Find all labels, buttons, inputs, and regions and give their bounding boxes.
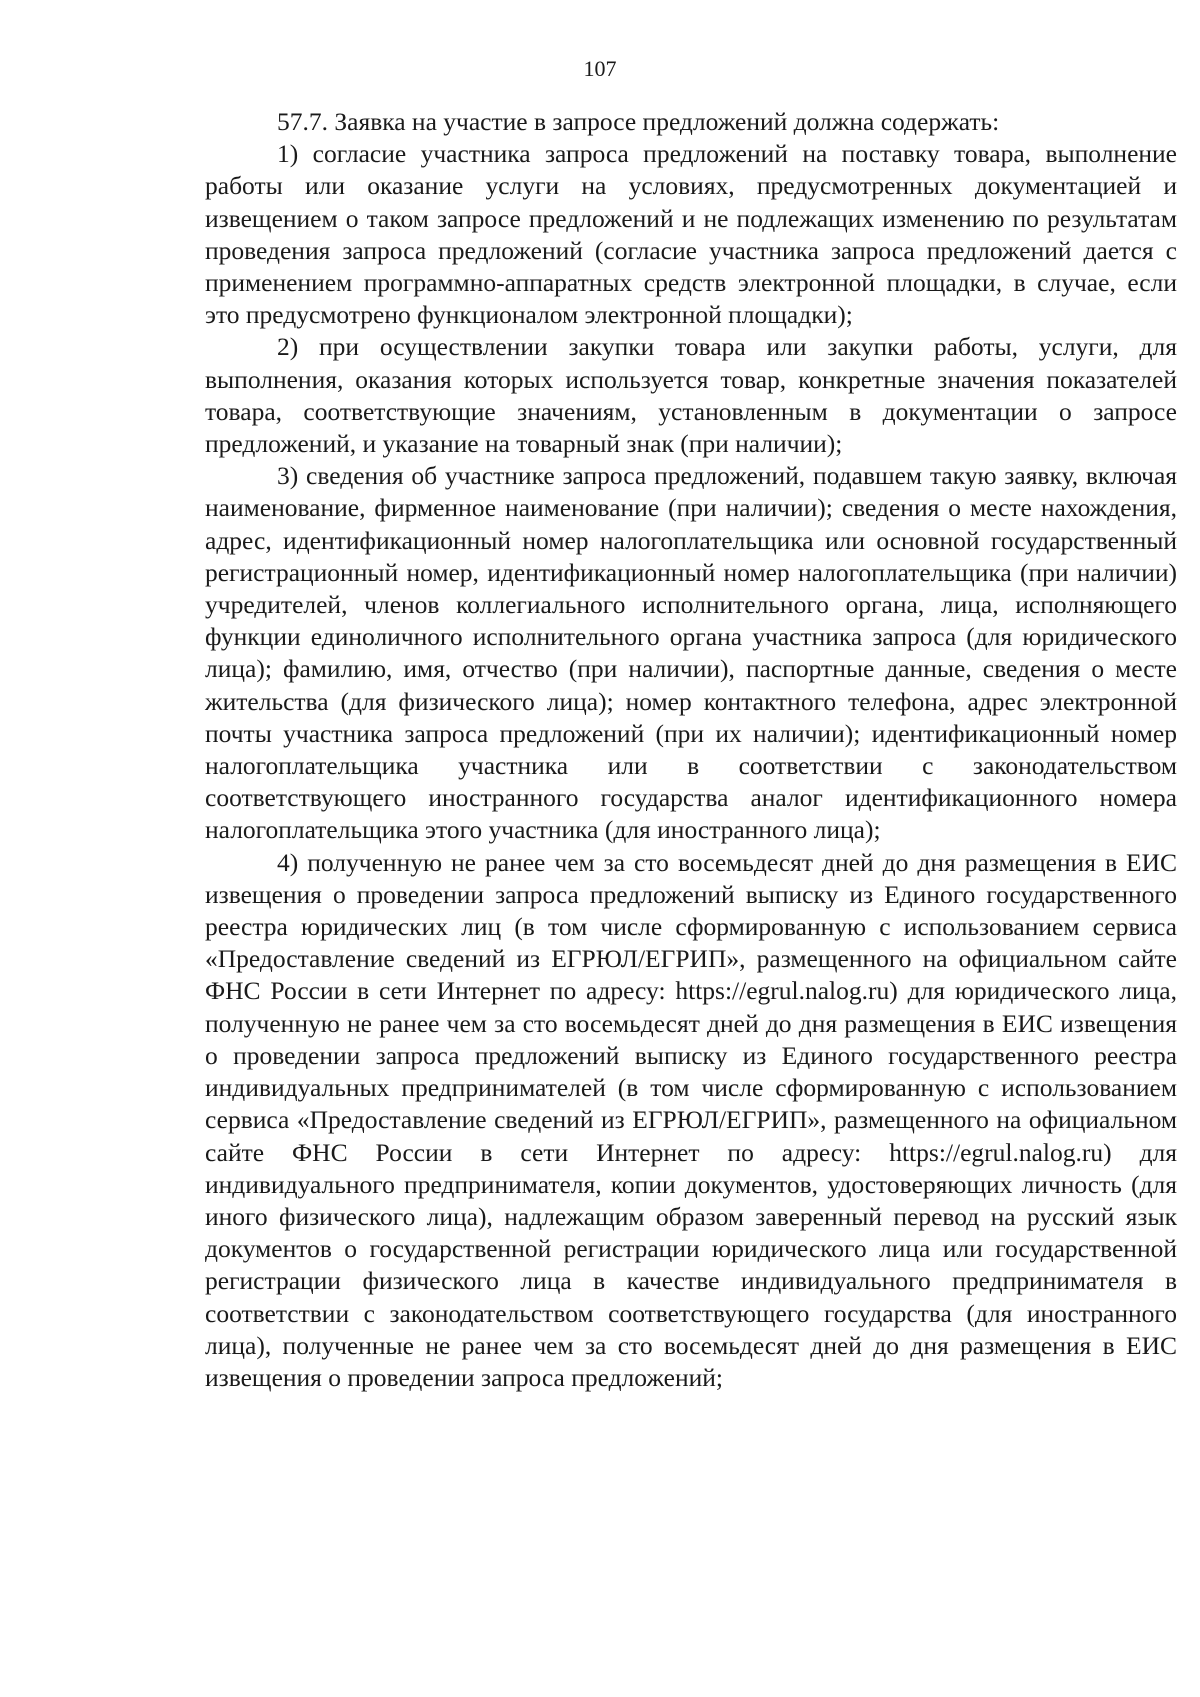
document-body [205, 106, 1177, 1394]
list-item-1: 1) согласие участника запроса предложений на поставку товара, выполнение работы или оказание услуги на условиях, предусмотренных документацией и извещением о таком запросе предложений и не подлежащих изменению по результатам проведения запроса предложений (согласие участника запроса предложений дается с применением программно-аппаратных средств электронной площадки, в случае, если это предусмотрено функционалом электронной площадки); [205, 139, 1177, 330]
page-number: 107 [583, 56, 617, 81]
list-item-4: 4) полученную не ранее чем за сто восемьдесят дней до дня размещения в ЕИС извещения о проведении запроса предложений выписку из Единого государственного реестра юридических лиц (в том числе сформированную с использованием сервиса «Предоставление сведений из ЕГРЮЛ/ЕГРИП», размещенного на официальном сайте ФНС России в сети Интернет по адресу: https://egrul.nalog.ru) для юридического лица, полученную не ранее чем за сто восемьдесят дней до дня размещения в ЕИС извещения о проведении запроса предложений выписку из Единого государственного реестра индивидуальных предпринимателей (в том числе сформированную с использованием сервиса «Предоставление сведений из ЕГРЮЛ/ЕГРИП», размещенного на официальном сайте ФНС России в сети Интернет по адресу: https://egrul.nalog.ru) для индивидуального предпринимателя, копии документов, удостоверяющих личность (для иного физического лица), надлежащим образом заверенный перевод на русский язык документов о государственной регистрации юридического лица или государственной регистрации физического лица в качестве индивидуального предпринимателя в соответствии с законодательством соответствующего государства (для иностранного лица), полученные не ранее чем за сто восемьдесят дней до дня размещения в ЕИС извещения о проведении запроса предложений; [205, 847, 1177, 1392]
section-heading: 57.7. Заявка на участие в запросе предложений должна содержать: [277, 107, 1000, 136]
list-item-3: 3) сведения об участнике запроса предложений, подавшем такую заявку, включая наименование, фирменное наименование (при наличии); сведения о месте нахождения, адрес, идентификационный номер налогоплательщика или основной государственный регистрационный номер, идентификационный номер налогоплательщика (при наличии) учредителей, членов коллегиального исполнительного органа, лица, исполняющего функции единоличного исполнительного органа участника запроса (для юридического лица); фамилию, имя, отчество (при наличии), паспортные данные, сведения о месте жительства (для физического лица); номер контактного телефона, адрес электронной почты участника запроса предложений (при их наличии); идентификационный номер налогоплательщика участника или в соответствии с законодательством соответствующего иностранного государства аналог идентификационного номера налогоплательщика этого участника (для иностранного лица); [205, 461, 1177, 845]
list-item-2: 2) при осуществлении закупки товара или закупки работы, услуги, для выполнения, оказания которых используется товар, конкретные значения показателей товара, соответствующие значениям, установленным в документации о запросе предложений, и указание на товарный знак (при наличии); [205, 332, 1177, 459]
